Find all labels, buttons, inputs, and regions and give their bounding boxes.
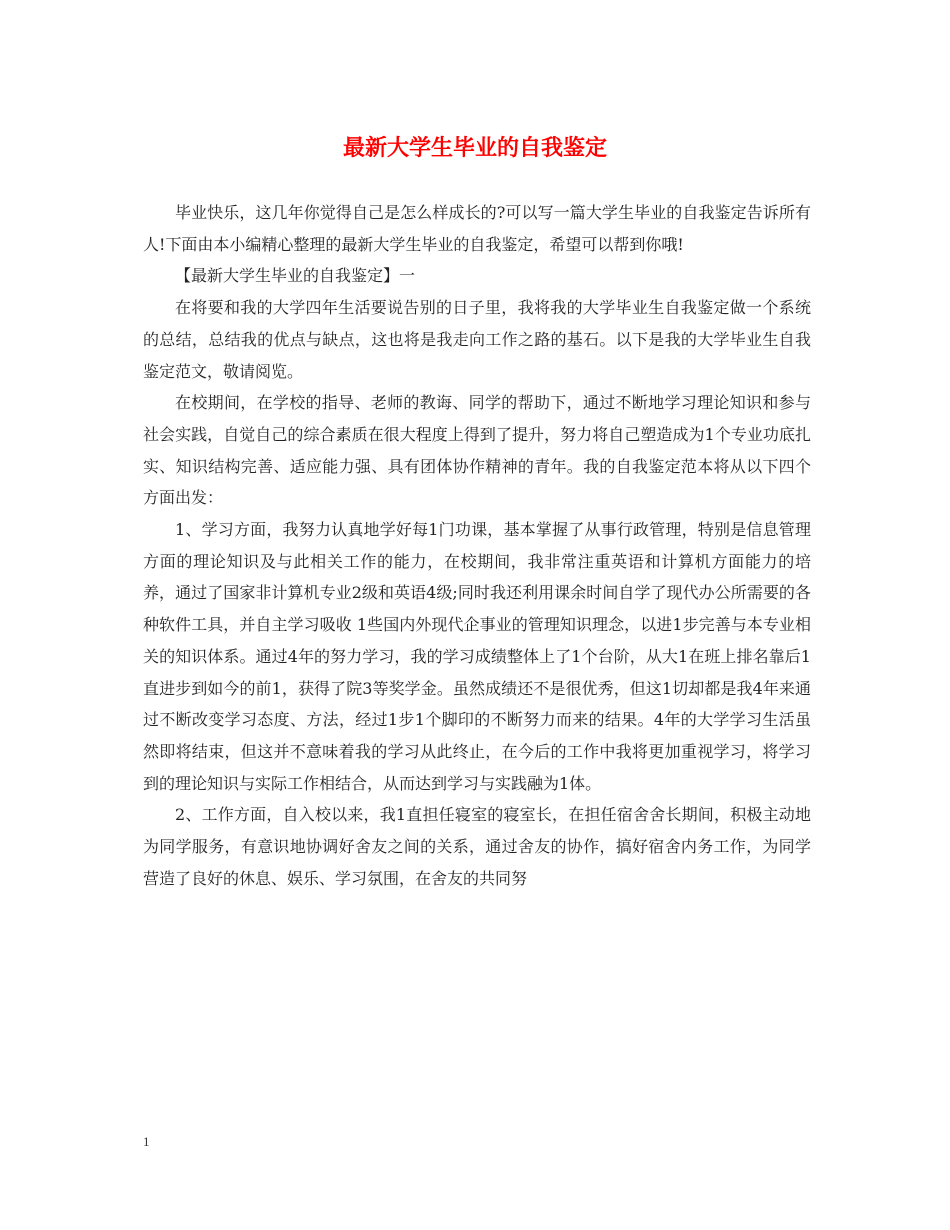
body-paragraph: 2、工作方面，自入校以来，我1直担任寝室的寝室长，在担任宿舍舍长期间，积极主动地为同学服务，有意识地协调好舍友之间的关系，通过舍友的协作，搞好宿舍内务工作，为同学营造了良好的休息、娱乐、学习氛围，在舍友的共同努 — [143, 805, 811, 888]
document-body — [143, 197, 811, 894]
body-paragraph: 在将要和我的大学四年生活要说告别的日子里，我将我的大学毕业生自我鉴定做一个系统的总结，总结我的优点与缺点，这也将是我走向工作之路的基石。以下是我的大学毕业生自我鉴定范文，敬请阅览。 — [143, 298, 811, 381]
document-title: 最新大学生毕业的自我鉴定 — [342, 135, 607, 161]
body-paragraph: 1、学习方面，我努力认真地学好每1门功课，基本掌握了从事行政管理，特别是信息管理方面的理论知识及与此相关工作的能力，在校期间，我非常注重英语和计算机方面能力的培养，通过了国家非计算机专业2级和英语4级;同时我还利用课余时间自学了现代办公所需要的各种软件工具，并自主学习吸收 1些国内外现代企事业的管理知识理念，以进1步完善与本专业相关的知识体系。通过4年的努力学习，我的学习成绩整体上了1个台阶，从大1在班上排名靠后1直进步到如今的前1，获得了院3等奖学金。虽然成绩还不是很优秀，但这1切却都是我4年来通过不断改变学习态度、方法，经过1步1个脚印的不断努力而来的结果。4年的大学学习生活虽然即将结束，但这并不意味着我的学习从此终止，在今后的工作中我将更加重视学习，将学习到的理论知识与实际工作相结合，从而达到学习与实践融为1体。 — [143, 520, 811, 793]
body-paragraph: 在校期间，在学校的指导、老师的教诲、同学的帮助下，通过不断地学习理论知识和参与社会实践，自觉自己的综合素质在很大程度上得到了提升，努力将自己塑造成为1个专业功底扎实、知识结构完善、适应能力强、具有团体协作精神的青年。我的自我鉴定范本将从以下四个方面出发： — [143, 393, 811, 508]
page-number: 1 — [143, 1134, 150, 1149]
intro-paragraph: 毕业快乐，这几年你觉得自己是怎么样成长的?可以写一篇大学生毕业的自我鉴定告诉所有人!下面由本小编精心整理的最新大学生毕业的自我鉴定，希望可以帮到你哦! — [143, 203, 811, 254]
section-heading: 【最新大学生毕业的自我鉴定】一 — [175, 266, 416, 286]
